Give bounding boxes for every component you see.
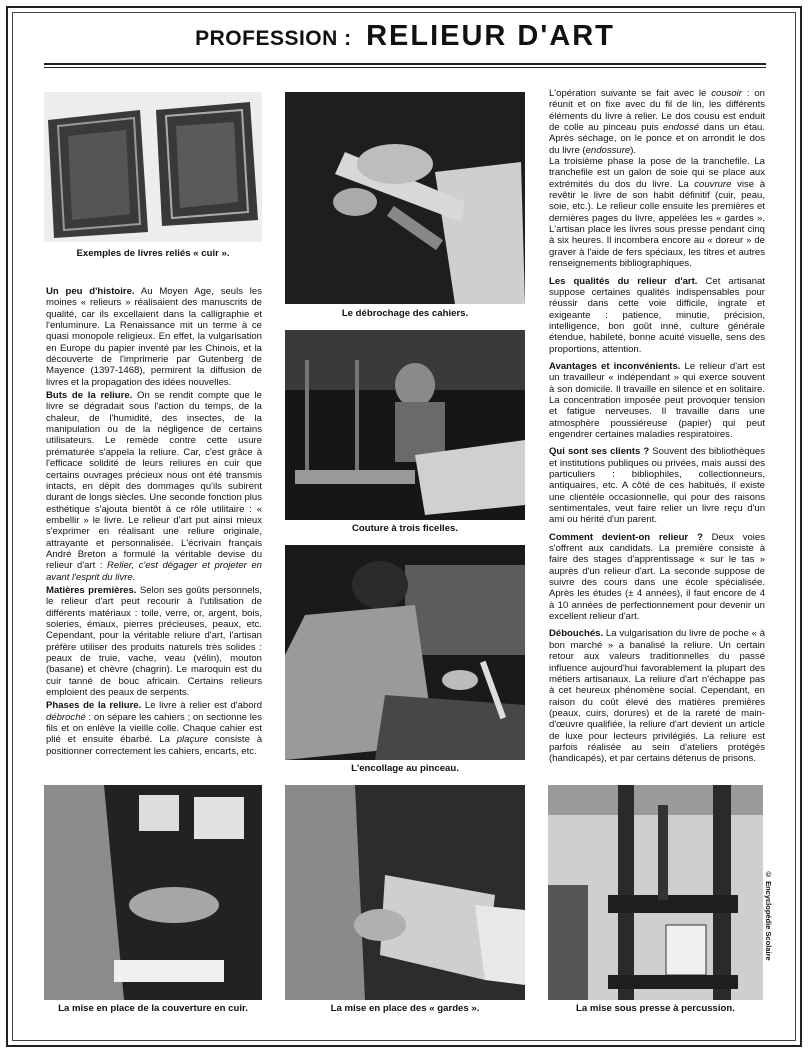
photo-debrochage — [285, 92, 525, 304]
heading-phases: Phases de la reliure. — [46, 700, 142, 712]
text-buts: On se rendit compte que le livre se dégradait sous l'action du temps, de la chaleur, de l'humidité, des insectes, de la manipulation ou de la négligence de certains utilisateurs. Le remède contre cette usure prématurée s'appela la reliure. Car, c'est grâce à l'efficace solidité de leurs reliures en cuir que certains ouvrages précieux nous ont été transmis intacts, en dépit des dommages qu'ils subirent durant de longs siècles. Une seconde fonction plus esthétique s'ajouta bientôt à ce rôle utilitaire : « embellir » le livre. Le relieur d'art put ainsi mieux s'exprimer en réalisant une reliure originale, attrayante et personnalisée. L'écrivain français André Breton a formulé la véritable devise du relieur d'art : — [46, 390, 262, 572]
photo-presse — [548, 785, 763, 1000]
caption-gardes: La mise en place des « gardes ». — [330, 1003, 480, 1014]
heading-clients: Qui sont ses clients ? — [549, 446, 650, 458]
photo-leather-books — [44, 92, 262, 242]
text-tr-1: La troisième phase la pose de la tranchefile. La tranchefile est un galon de soie qui se place aux extrémités du dos du livre. La — [549, 156, 765, 190]
text-tr-2: vise à revêtir le livre de son habit définitif (cuir, peau, soie, etc.). Le relieur colle ensuite les premières et dernières pages du livre, appelées les « gardes ». L'artisan place les livres sous presse pendant cinq à six heures. Il incombera encore au « doreur » de graver à l'aide de fers spéciaux, les titres et autres renseignements bibliographiques. — [549, 178, 766, 270]
title-main: RELIEUR D'ART — [366, 20, 615, 52]
heading-matieres: Matières premières. — [46, 584, 137, 596]
caption-couverture: La mise en place de la couverture en cuir. — [58, 1003, 248, 1014]
text-histoire: Au Moyen Age, seuls les moines « relieurs » réalisaient des manuscrits de qualité, car ils excellaient dans la calligraphie et l'enluminure. La Renaissance mit un terme à ce quasi monopole religieux. En effet, la vulgarisation en Europe du papier inventé par les Chinois, et la découverte de l'imprimerie par Gutenberg de Mayence (1397-1468), permirent la diffusion de livres et la propagation des idées nouvelles. — [46, 286, 263, 388]
quote-breton: Relier, c'est dégager et projeter en avant l'esprit du livre. — [46, 560, 262, 583]
caption-encollage: L'encollage au pinceau. — [351, 763, 459, 774]
para-histoire — [46, 286, 262, 388]
caption-couture: Couture à trois ficelles. — [351, 523, 459, 534]
para-clients — [549, 446, 765, 525]
para-avantages — [549, 361, 765, 440]
caption-debrochage: Le débrochage des cahiers. — [341, 308, 469, 319]
para-tranchefile — [549, 156, 765, 269]
text-phases-1: Le livre à relier est d'abord — [141, 700, 262, 712]
title-rule-top — [44, 63, 766, 65]
photo-couture — [285, 330, 525, 520]
term-placure: plaçure — [176, 734, 209, 746]
text-clients: Souvent des bibliothèques et institutions publiques ou privées, mais aussi des particuliers : bibliophiles, collectionneurs, antiquaires, etc. A côté de ces habitués, il existe une clientèle occasionnelle, qui pour des raisons sentimentales, veut faire relier un livre reçu d'un ami ou hérité d'un parent. — [549, 446, 765, 526]
text-avantages: Le relieur d'art est un travailleur « indépendant » qui exerce souvent à son domicile. Il travaille en silence et en solitaire. La concentration imposée peut provoquer tension et fatigue nerveuses. Il travaille dans une atmosphère poussiéreuse (papier) qui peut engendrer certaines maladies respiratoires. — [549, 360, 765, 440]
text-phases-2: : on sépare les cahiers ; on sectionne les fils et on enlève la vieille colle. Chaque cahier est plié et ensuite ébarbé. La — [46, 711, 262, 746]
para-devenir — [549, 532, 765, 623]
heading-devenir: Comment devient-on relieur ? — [549, 531, 703, 543]
text-op-4: ). — [630, 144, 637, 156]
heading-histoire: Un peu d'histoire. — [46, 286, 135, 297]
term-endossure: endossure — [585, 144, 631, 156]
photo-gardes — [285, 785, 525, 1000]
para-debouches — [549, 628, 765, 764]
para-qualites — [549, 276, 765, 355]
heading-avantages: Avantages et inconvénients. — [549, 360, 681, 372]
para-operation — [549, 88, 765, 156]
page-title — [0, 20, 810, 53]
copyright-label: © Encyclopédie Scolaire — [764, 870, 773, 961]
text-op-2: : on réunit et on fixe avec du fil de lin, les différents éléments du livre à relier. Le dos cousu est enduit de colle au pinceau puis — [549, 88, 765, 134]
text-matieres: Selon ses goûts personnels, le relieur d'art peut recourir à l'utilisation de différents matériaux : toile, verre, or, argent, bois, soieries, émaux, pierres précieuses, peaux, etc. Cependant, pour la véritable reliure d'art, l'artisan préfère utiliser des produits naturels très solides : peaux de truie, vache, veau (vélin), mouton (basane) et chèvre (chagrin). Le maroquin est du cuir tanné de bouc africain. Certains relieurs emploient des peaux de serpents. — [46, 584, 262, 699]
para-phases — [46, 700, 262, 757]
text-column-left — [46, 286, 262, 763]
text-debouches: La vulgarisation du livre de poche « à bon marché » a banalisé la reliure. Un certain retour aux valeurs traditionnelles du passé influence aujourd'hui favorablement la plupart des métiers artisanaux. La reliure d'art n'échappe pas à cet heureux phénomène social. Cependant, en raison du coût élevé des matières premières (peaux, cuirs, dorures) et de la rareté de main-d'œuvre qualifiée, la reliure d'art devient un article de luxe pour lecteurs privilégiés. La reliure est parfois réalisée au sein d'ateliers protégés (handicapés), et par certains détenus de prisons. — [549, 628, 765, 765]
heading-buts: Buts de la reliure. — [46, 390, 133, 402]
term-cousoir: cousoir — [711, 88, 742, 99]
text-devenir: Deux voies s'offrent aux candidats. La première consiste à faire des stages d'apprentissage « sur le tas » auprès d'un relieur d'art. La seconde suppose de suivre des cours dans une école spécialisée. Après les études (± 4 années), il faut encore de 4 à 10 années de perfectionnement pour devenir un excellent relieur d'art. — [549, 531, 765, 623]
heading-qualites: Les qualités du relieur d'art. — [549, 275, 698, 287]
photo-couverture — [44, 785, 262, 1000]
caption-leather-books: Exemples de livres reliés « cuir ». — [76, 248, 230, 259]
term-endosse: endossé — [663, 122, 700, 134]
para-buts — [46, 390, 262, 583]
text-op-1: L'opération suivante se fait avec le — [549, 88, 712, 99]
caption-presse: La mise sous presse à percussion. — [576, 1003, 735, 1014]
term-debroche: débroché — [46, 711, 86, 723]
text-op-3: dans un étau. Après séchage, on le ponce et on arrondit le dos du livre ( — [549, 122, 766, 156]
title-rule-bottom — [44, 67, 766, 68]
term-couvrure: couvrure — [694, 178, 732, 190]
photo-encollage — [285, 545, 525, 760]
text-phases-3: consiste à positionner correctement les cahiers, encarts, etc. — [46, 734, 263, 757]
title-prefix: PROFESSION : — [195, 27, 352, 50]
text-column-right — [549, 88, 765, 771]
heading-debouches: Débouchés. — [549, 628, 604, 640]
text-qualites: Cet artisanat suppose certaines qualités indispensables pour réussir dans cette voie difficile, ingrate et exigeante : patience, minutie, précision, intelligence, bon goût inné, culture générale étendue, habileté, bonne acuité visuelle, sens des proportions, attention. — [549, 275, 766, 355]
para-matieres — [46, 585, 262, 698]
